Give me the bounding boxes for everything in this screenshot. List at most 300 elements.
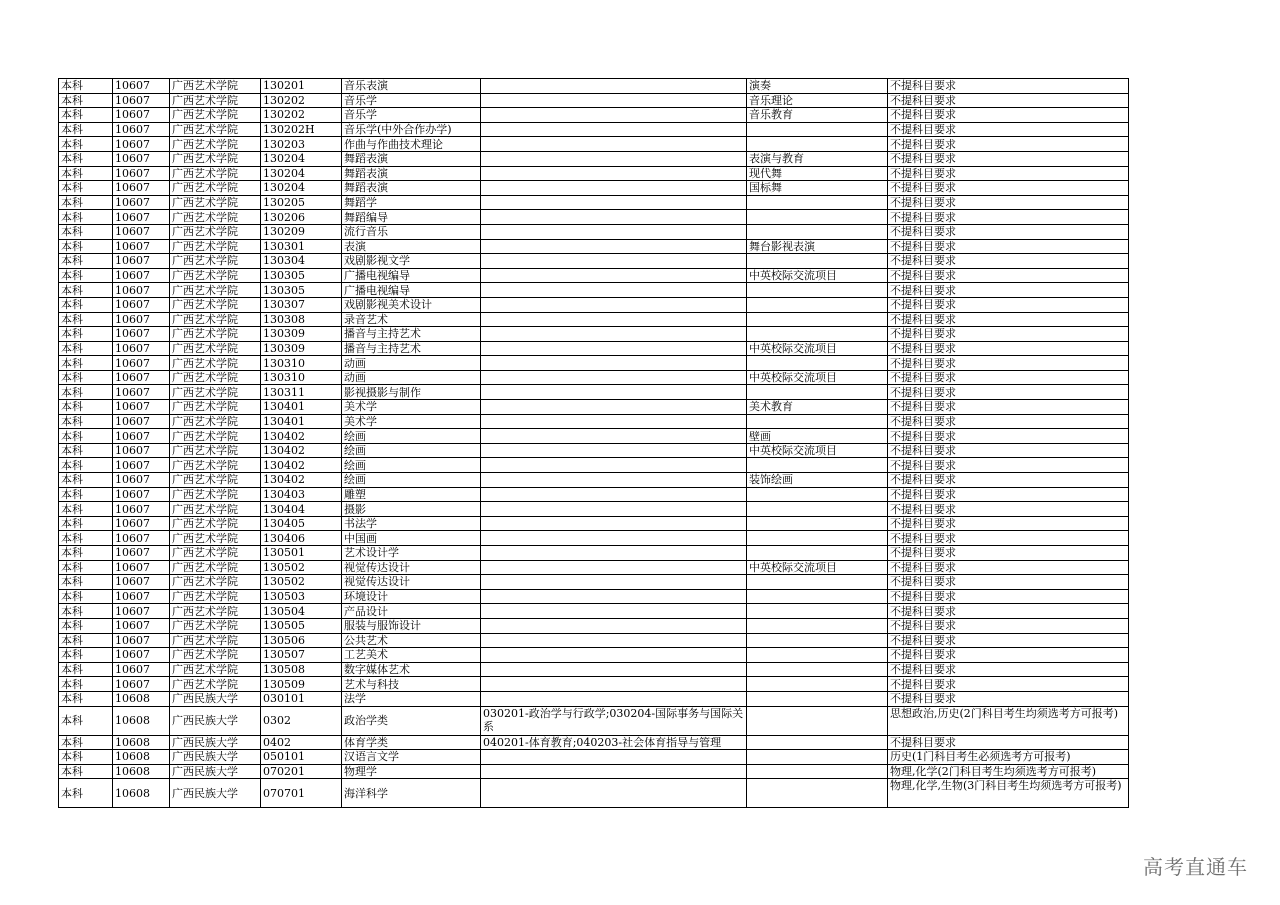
cell-major-code: 130209 — [261, 224, 342, 239]
cell-subject-requirement: 不提科目要求 — [888, 443, 1129, 458]
table-row — [59, 181, 1129, 196]
cell-direction — [747, 779, 888, 808]
cell-major-code: 130502 — [261, 575, 342, 590]
cell-subject-requirement: 不提科目要求 — [888, 618, 1129, 633]
cell-school-code: 10607 — [113, 385, 170, 400]
cell-school-code: 10607 — [113, 589, 170, 604]
watermark-text: 高考直通车 — [1143, 855, 1248, 879]
cell-school-name: 广西艺术学院 — [170, 210, 261, 225]
cell-level: 本科 — [59, 691, 113, 706]
cell-direction — [747, 633, 888, 648]
cell-school-code: 10607 — [113, 633, 170, 648]
cell-school-name: 广西艺术学院 — [170, 677, 261, 692]
cell-major-name: 舞蹈表演 — [342, 181, 481, 196]
cell-major-name: 物理学 — [342, 764, 481, 779]
cell-school-name: 广西艺术学院 — [170, 297, 261, 312]
cell-major-code: 0402 — [261, 735, 342, 750]
cell-included-majors — [481, 370, 747, 385]
cell-subject-requirement: 不提科目要求 — [888, 93, 1129, 108]
cell-school-code: 10607 — [113, 400, 170, 415]
cell-subject-requirement: 不提科目要求 — [888, 137, 1129, 152]
cell-school-name: 广西艺术学院 — [170, 575, 261, 590]
table-row — [59, 239, 1129, 254]
cell-school-code: 10607 — [113, 677, 170, 692]
cell-major-name: 摄影 — [342, 502, 481, 517]
cell-major-name: 美术学 — [342, 400, 481, 415]
cell-school-name: 广西民族大学 — [170, 779, 261, 808]
cell-major-name: 绘画 — [342, 473, 481, 488]
cell-major-name: 视觉传达设计 — [342, 575, 481, 590]
cell-included-majors — [481, 268, 747, 283]
cell-school-code: 10607 — [113, 195, 170, 210]
cell-major-code: 130405 — [261, 516, 342, 531]
cell-major-name: 戏剧影视美术设计 — [342, 297, 481, 312]
cell-subject-requirement: 不提科目要求 — [888, 210, 1129, 225]
cell-included-majors — [481, 502, 747, 517]
cell-subject-requirement: 不提科目要求 — [888, 400, 1129, 415]
cell-major-name: 播音与主持艺术 — [342, 327, 481, 342]
cell-major-name: 中国画 — [342, 531, 481, 546]
table-row — [59, 516, 1129, 531]
cell-level: 本科 — [59, 268, 113, 283]
cell-major-code: 130508 — [261, 662, 342, 677]
cell-school-code: 10607 — [113, 297, 170, 312]
cell-major-code: 130311 — [261, 385, 342, 400]
cell-included-majors: 030201-政治学与行政学;030204-国际事务与国际关系 — [481, 706, 747, 735]
cell-school-code: 10607 — [113, 618, 170, 633]
cell-school-code: 10607 — [113, 429, 170, 444]
cell-major-name: 舞蹈编导 — [342, 210, 481, 225]
cell-direction — [747, 618, 888, 633]
cell-major-code: 130504 — [261, 604, 342, 619]
cell-level: 本科 — [59, 502, 113, 517]
cell-included-majors — [481, 779, 747, 808]
cell-direction — [747, 385, 888, 400]
cell-direction: 舞台影视表演 — [747, 239, 888, 254]
cell-subject-requirement: 不提科目要求 — [888, 414, 1129, 429]
cell-level: 本科 — [59, 764, 113, 779]
cell-level: 本科 — [59, 429, 113, 444]
cell-major-name: 法学 — [342, 691, 481, 706]
cell-included-majors — [481, 633, 747, 648]
cell-school-name: 广西艺术学院 — [170, 589, 261, 604]
cell-major-code: 130304 — [261, 254, 342, 269]
cell-school-code: 10608 — [113, 764, 170, 779]
cell-major-name: 书法学 — [342, 516, 481, 531]
cell-included-majors — [481, 677, 747, 692]
cell-direction — [747, 502, 888, 517]
cell-school-name: 广西艺术学院 — [170, 502, 261, 517]
cell-direction — [747, 327, 888, 342]
cell-subject-requirement: 物理,化学,生物(3门科目考生均须选考方可报考) — [888, 779, 1129, 808]
cell-direction — [747, 531, 888, 546]
cell-school-code: 10608 — [113, 779, 170, 808]
cell-level: 本科 — [59, 224, 113, 239]
cell-direction — [747, 604, 888, 619]
cell-subject-requirement: 不提科目要求 — [888, 268, 1129, 283]
table-row — [59, 589, 1129, 604]
cell-school-name: 广西艺术学院 — [170, 239, 261, 254]
cell-level: 本科 — [59, 750, 113, 765]
cell-major-name: 公共艺术 — [342, 633, 481, 648]
cell-level: 本科 — [59, 93, 113, 108]
cell-major-name: 数字媒体艺术 — [342, 662, 481, 677]
cell-school-name: 广西艺术学院 — [170, 268, 261, 283]
cell-school-name: 广西艺术学院 — [170, 487, 261, 502]
table-row — [59, 691, 1129, 706]
cell-major-name: 政治学类 — [342, 706, 481, 735]
table-row — [59, 312, 1129, 327]
cell-school-name: 广西民族大学 — [170, 750, 261, 765]
cell-included-majors — [481, 385, 747, 400]
cell-subject-requirement: 不提科目要求 — [888, 181, 1129, 196]
cell-direction — [747, 254, 888, 269]
table-row — [59, 575, 1129, 590]
cell-school-code: 10608 — [113, 706, 170, 735]
cell-school-code: 10608 — [113, 750, 170, 765]
cell-school-code: 10607 — [113, 648, 170, 663]
cell-school-code: 10607 — [113, 662, 170, 677]
cell-school-code: 10607 — [113, 166, 170, 181]
cell-school-code: 10608 — [113, 735, 170, 750]
cell-included-majors — [481, 458, 747, 473]
cell-school-code: 10607 — [113, 604, 170, 619]
cell-level: 本科 — [59, 604, 113, 619]
cell-major-code: 130403 — [261, 487, 342, 502]
cell-major-name: 绘画 — [342, 458, 481, 473]
cell-school-code: 10607 — [113, 239, 170, 254]
cell-included-majors — [481, 473, 747, 488]
cell-major-name: 戏剧影视文学 — [342, 254, 481, 269]
cell-major-name: 产品设计 — [342, 604, 481, 619]
cell-school-code: 10607 — [113, 210, 170, 225]
cell-major-code: 130402 — [261, 458, 342, 473]
cell-school-name: 广西艺术学院 — [170, 458, 261, 473]
cell-included-majors — [481, 79, 747, 94]
cell-school-code: 10607 — [113, 370, 170, 385]
cell-included-majors — [481, 327, 747, 342]
cell-level: 本科 — [59, 137, 113, 152]
cell-direction — [747, 575, 888, 590]
cell-major-name: 录音艺术 — [342, 312, 481, 327]
cell-direction: 音乐理论 — [747, 93, 888, 108]
cell-school-name: 广西艺术学院 — [170, 370, 261, 385]
cell-direction: 壁画 — [747, 429, 888, 444]
cell-included-majors — [481, 356, 747, 371]
cell-level: 本科 — [59, 706, 113, 735]
table-row — [59, 268, 1129, 283]
table-row — [59, 297, 1129, 312]
cell-level: 本科 — [59, 443, 113, 458]
table-row — [59, 502, 1129, 517]
cell-direction — [747, 458, 888, 473]
cell-major-name: 绘画 — [342, 429, 481, 444]
cell-school-code: 10608 — [113, 691, 170, 706]
cell-level: 本科 — [59, 341, 113, 356]
cell-level: 本科 — [59, 312, 113, 327]
cell-level: 本科 — [59, 327, 113, 342]
cell-major-code: 130202 — [261, 108, 342, 123]
cell-level: 本科 — [59, 560, 113, 575]
cell-major-code: 130501 — [261, 546, 342, 561]
cell-level: 本科 — [59, 210, 113, 225]
cell-major-code: 130305 — [261, 268, 342, 283]
cell-school-code: 10607 — [113, 93, 170, 108]
cell-major-name: 广播电视编导 — [342, 268, 481, 283]
cell-subject-requirement: 不提科目要求 — [888, 546, 1129, 561]
cell-major-code: 130402 — [261, 473, 342, 488]
cell-included-majors — [481, 618, 747, 633]
table-row — [59, 560, 1129, 575]
cell-school-name: 广西艺术学院 — [170, 546, 261, 561]
cell-direction — [747, 662, 888, 677]
cell-included-majors — [481, 691, 747, 706]
cell-included-majors — [481, 210, 747, 225]
table-row — [59, 443, 1129, 458]
cell-direction — [747, 691, 888, 706]
cell-school-name: 广西艺术学院 — [170, 166, 261, 181]
cell-level: 本科 — [59, 487, 113, 502]
cell-direction — [747, 283, 888, 298]
cell-level: 本科 — [59, 735, 113, 750]
cell-included-majors — [481, 122, 747, 137]
cell-direction — [747, 414, 888, 429]
table-row — [59, 546, 1129, 561]
cell-direction — [747, 546, 888, 561]
cell-level: 本科 — [59, 473, 113, 488]
cell-subject-requirement: 不提科目要求 — [888, 79, 1129, 94]
cell-major-code: 030101 — [261, 691, 342, 706]
cell-level: 本科 — [59, 458, 113, 473]
table-row — [59, 341, 1129, 356]
table-row — [59, 327, 1129, 342]
cell-major-name: 视觉传达设计 — [342, 560, 481, 575]
cell-school-name: 广西艺术学院 — [170, 356, 261, 371]
cell-school-name: 广西艺术学院 — [170, 414, 261, 429]
cell-direction — [747, 677, 888, 692]
cell-subject-requirement: 不提科目要求 — [888, 429, 1129, 444]
cell-school-name: 广西艺术学院 — [170, 283, 261, 298]
cell-subject-requirement: 不提科目要求 — [888, 691, 1129, 706]
table-row — [59, 370, 1129, 385]
cell-school-code: 10607 — [113, 575, 170, 590]
cell-school-name: 广西艺术学院 — [170, 648, 261, 663]
cell-school-name: 广西艺术学院 — [170, 473, 261, 488]
cell-major-name: 作曲与作曲技术理论 — [342, 137, 481, 152]
cell-major-name: 动画 — [342, 356, 481, 371]
table-row — [59, 195, 1129, 210]
table-row — [59, 779, 1129, 808]
table-row — [59, 648, 1129, 663]
cell-level: 本科 — [59, 414, 113, 429]
table-row — [59, 764, 1129, 779]
cell-major-code: 130402 — [261, 429, 342, 444]
cell-direction — [747, 297, 888, 312]
table-row — [59, 633, 1129, 648]
cell-major-name: 动画 — [342, 370, 481, 385]
cell-major-code: 130206 — [261, 210, 342, 225]
cell-included-majors: 040201-体育教育;040203-社会体育指导与管理 — [481, 735, 747, 750]
cell-major-code: 130404 — [261, 502, 342, 517]
cell-level: 本科 — [59, 546, 113, 561]
cell-major-code: 130507 — [261, 648, 342, 663]
cell-major-code: 130204 — [261, 151, 342, 166]
cell-subject-requirement: 不提科目要求 — [888, 254, 1129, 269]
cell-included-majors — [481, 195, 747, 210]
cell-major-code: 130402 — [261, 443, 342, 458]
cell-included-majors — [481, 312, 747, 327]
cell-level: 本科 — [59, 79, 113, 94]
cell-included-majors — [481, 283, 747, 298]
cell-direction: 中英校际交流项目 — [747, 341, 888, 356]
admission-subject-table — [58, 78, 1129, 808]
cell-level: 本科 — [59, 239, 113, 254]
cell-level: 本科 — [59, 516, 113, 531]
cell-school-name: 广西艺术学院 — [170, 151, 261, 166]
cell-subject-requirement: 不提科目要求 — [888, 531, 1129, 546]
cell-direction: 国标舞 — [747, 181, 888, 196]
cell-major-code: 0302 — [261, 706, 342, 735]
cell-direction — [747, 516, 888, 531]
cell-school-name: 广西民族大学 — [170, 706, 261, 735]
cell-major-code: 130203 — [261, 137, 342, 152]
cell-direction — [747, 750, 888, 765]
table-row — [59, 385, 1129, 400]
cell-included-majors — [481, 341, 747, 356]
cell-major-code: 130201 — [261, 79, 342, 94]
cell-subject-requirement: 不提科目要求 — [888, 487, 1129, 502]
cell-school-name: 广西民族大学 — [170, 764, 261, 779]
cell-level: 本科 — [59, 400, 113, 415]
cell-subject-requirement: 不提科目要求 — [888, 473, 1129, 488]
table-row — [59, 79, 1129, 94]
cell-included-majors — [481, 254, 747, 269]
cell-subject-requirement: 历史(1门科目考生必须选考方可报考) — [888, 750, 1129, 765]
cell-level: 本科 — [59, 648, 113, 663]
cell-major-code: 130309 — [261, 327, 342, 342]
cell-major-name: 舞蹈表演 — [342, 166, 481, 181]
cell-school-name: 广西艺术学院 — [170, 429, 261, 444]
cell-school-name: 广西艺术学院 — [170, 443, 261, 458]
cell-subject-requirement: 不提科目要求 — [888, 575, 1129, 590]
cell-major-name: 汉语言文学 — [342, 750, 481, 765]
cell-included-majors — [481, 604, 747, 619]
cell-included-majors — [481, 166, 747, 181]
cell-direction: 音乐教育 — [747, 108, 888, 123]
cell-included-majors — [481, 589, 747, 604]
cell-school-name: 广西艺术学院 — [170, 341, 261, 356]
cell-school-code: 10607 — [113, 516, 170, 531]
cell-level: 本科 — [59, 779, 113, 808]
cell-major-code: 050101 — [261, 750, 342, 765]
cell-major-code: 130505 — [261, 618, 342, 633]
cell-included-majors — [481, 414, 747, 429]
cell-subject-requirement: 不提科目要求 — [888, 312, 1129, 327]
cell-school-name: 广西艺术学院 — [170, 618, 261, 633]
table-row — [59, 662, 1129, 677]
cell-school-name: 广西艺术学院 — [170, 516, 261, 531]
table-row — [59, 108, 1129, 123]
cell-major-name: 绘画 — [342, 443, 481, 458]
cell-major-name: 广播电视编导 — [342, 283, 481, 298]
cell-school-name: 广西艺术学院 — [170, 560, 261, 575]
cell-school-code: 10607 — [113, 531, 170, 546]
cell-included-majors — [481, 224, 747, 239]
cell-school-code: 10607 — [113, 108, 170, 123]
table-row — [59, 137, 1129, 152]
cell-subject-requirement: 不提科目要求 — [888, 356, 1129, 371]
table-row — [59, 254, 1129, 269]
cell-subject-requirement: 不提科目要求 — [888, 516, 1129, 531]
cell-included-majors — [481, 546, 747, 561]
cell-subject-requirement: 不提科目要求 — [888, 370, 1129, 385]
cell-level: 本科 — [59, 677, 113, 692]
cell-major-code: 130509 — [261, 677, 342, 692]
cell-major-name: 美术学 — [342, 414, 481, 429]
table-row — [59, 487, 1129, 502]
table-row — [59, 735, 1129, 750]
cell-level: 本科 — [59, 181, 113, 196]
cell-school-code: 10607 — [113, 254, 170, 269]
table-row — [59, 151, 1129, 166]
cell-included-majors — [481, 151, 747, 166]
cell-major-code: 130204 — [261, 166, 342, 181]
cell-direction — [747, 195, 888, 210]
cell-level: 本科 — [59, 297, 113, 312]
cell-subject-requirement: 不提科目要求 — [888, 502, 1129, 517]
cell-level: 本科 — [59, 356, 113, 371]
cell-school-name: 广西艺术学院 — [170, 385, 261, 400]
cell-school-name: 广西艺术学院 — [170, 604, 261, 619]
cell-major-name: 音乐学(中外合作办学) — [342, 122, 481, 137]
cell-major-code: 130401 — [261, 414, 342, 429]
cell-major-name: 环境设计 — [342, 589, 481, 604]
cell-school-code: 10607 — [113, 327, 170, 342]
table-row — [59, 473, 1129, 488]
cell-school-code: 10607 — [113, 283, 170, 298]
cell-major-name: 工艺美术 — [342, 648, 481, 663]
cell-school-name: 广西艺术学院 — [170, 312, 261, 327]
cell-school-name: 广西艺术学院 — [170, 531, 261, 546]
table-row — [59, 210, 1129, 225]
cell-subject-requirement: 不提科目要求 — [888, 677, 1129, 692]
table-row — [59, 414, 1129, 429]
table-row — [59, 531, 1129, 546]
table-body — [59, 79, 1129, 808]
cell-major-code: 130202H — [261, 122, 342, 137]
table-row — [59, 122, 1129, 137]
cell-included-majors — [481, 516, 747, 531]
cell-major-code: 130204 — [261, 181, 342, 196]
cell-major-name: 海洋科学 — [342, 779, 481, 808]
cell-school-code: 10607 — [113, 443, 170, 458]
cell-level: 本科 — [59, 370, 113, 385]
cell-subject-requirement: 不提科目要求 — [888, 648, 1129, 663]
cell-level: 本科 — [59, 589, 113, 604]
cell-school-code: 10607 — [113, 487, 170, 502]
cell-included-majors — [481, 400, 747, 415]
cell-major-name: 流行音乐 — [342, 224, 481, 239]
table-row — [59, 429, 1129, 444]
cell-subject-requirement: 物理,化学(2门科目考生均须选考方可报考) — [888, 764, 1129, 779]
table-row — [59, 677, 1129, 692]
cell-included-majors — [481, 429, 747, 444]
cell-direction: 演奏 — [747, 79, 888, 94]
cell-level: 本科 — [59, 151, 113, 166]
cell-school-code: 10607 — [113, 268, 170, 283]
cell-school-name: 广西民族大学 — [170, 735, 261, 750]
cell-included-majors — [481, 108, 747, 123]
